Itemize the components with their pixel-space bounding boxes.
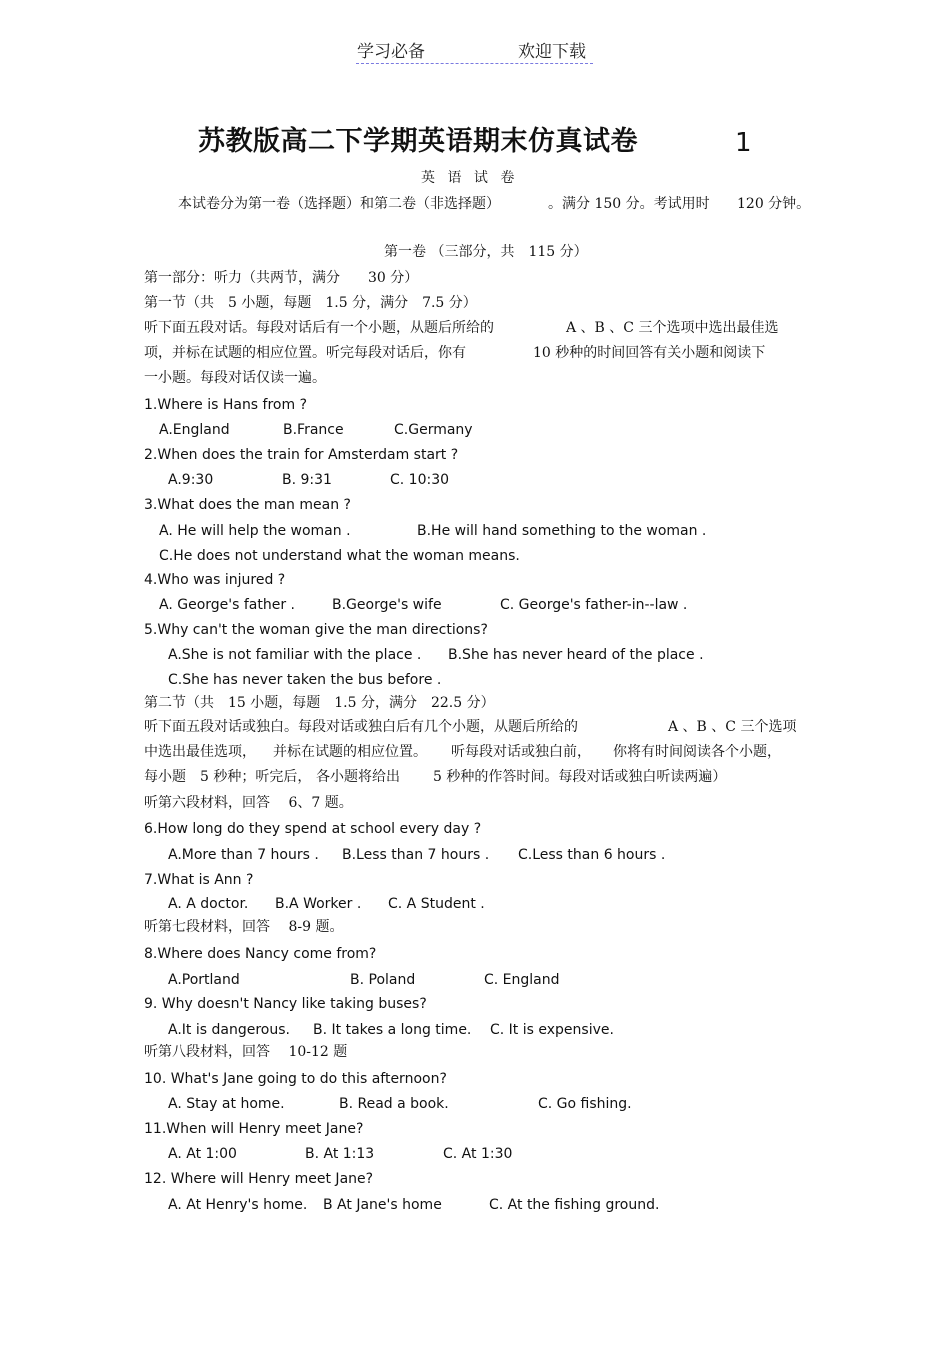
option-c: C. George's father-in--law .: [500, 597, 688, 613]
option-b: B. At 1:13: [305, 1146, 375, 1162]
option-a: A.9:30: [168, 472, 214, 488]
material-heading: 听第七段材料，回答 8-9 题。: [144, 919, 344, 935]
option-b: B.George's wife: [332, 597, 442, 613]
option-a: A. He will help the woman .: [159, 523, 351, 539]
option-b: B.She has never heard of the place .: [448, 647, 704, 663]
instruction-line: A 、B 、C 三个选项中选出最佳选: [566, 320, 779, 336]
option-b: B. 9:31: [282, 472, 332, 488]
material-heading: 听第六段材料，回答 6、7 题。: [144, 795, 353, 811]
section-heading: 第一节（共 5 小题，每题 1.5 分，满分 7.5 分）: [144, 295, 477, 311]
option-a: A.England: [159, 422, 230, 438]
header-right: 欢迎下载: [518, 42, 586, 62]
option-c: C. At the fishing ground.: [489, 1197, 660, 1213]
option-b: B.Less than 7 hours .: [342, 847, 490, 863]
header-divider: [356, 63, 593, 64]
option-c: C. Go fishing.: [538, 1096, 632, 1112]
instruction-line: 听下面五段对话或独白。每段对话或独白后有几个小题，从题后所给的: [144, 719, 578, 735]
intro-line: 。满分 150 分。考试用时: [548, 196, 710, 212]
instruction-line: A 、B 、C 三个选项: [668, 719, 797, 735]
option-c: C.He does not understand what the woman means.: [159, 548, 520, 564]
option-b: B. Read a book.: [339, 1096, 449, 1112]
option-a: A. A doctor.: [168, 896, 249, 912]
option-a: A.It is dangerous.: [168, 1022, 290, 1038]
instruction-line: 中选出最佳选项，: [144, 744, 256, 760]
page-title-number: 1: [735, 128, 752, 158]
option-c: C. It is expensive.: [490, 1022, 614, 1038]
option-b: B.A Worker .: [275, 896, 362, 912]
part-heading: 第一部分：听力（共两节，满分 30 分）: [144, 270, 419, 286]
instruction-line: 各小题将给出: [316, 769, 400, 785]
question-stem: 12. Where will Henry meet Jane?: [144, 1171, 374, 1187]
option-b: B.France: [283, 422, 344, 438]
question-stem: 5.Why can't the woman give the man directions?: [144, 622, 488, 638]
page-title: 苏教版高二下学期英语期末仿真试卷: [198, 126, 638, 157]
option-a: A. George's father .: [159, 597, 296, 613]
option-c: C. 10:30: [390, 472, 450, 488]
option-c: C. A Student .: [388, 896, 485, 912]
option-c: C. At 1:30: [443, 1146, 513, 1162]
instruction-line: 5 秒种的作答时间。每段对话或独白听读两遍）: [433, 769, 727, 785]
option-b: B At Jane's home: [323, 1197, 442, 1213]
option-c: C.Less than 6 hours .: [518, 847, 666, 863]
question-stem: 8.Where does Nancy come from?: [144, 946, 377, 962]
option-a: A. At 1:00: [168, 1146, 237, 1162]
instruction-line: 每小题 5 秒种；听完后，: [144, 769, 312, 785]
question-stem: 2.When does the train for Amsterdam start ?: [144, 447, 459, 463]
option-b: B. Poland: [350, 972, 416, 988]
question-stem: 6.How long do they spend at school every day ?: [144, 821, 482, 837]
question-stem: 9. Why doesn't Nancy like taking buses?: [144, 996, 427, 1012]
instruction-line: 10 秒种的时间回答有关小题和阅读下: [533, 345, 766, 361]
option-c: C. England: [484, 972, 560, 988]
question-stem: 10. What's Jane going to do this afternoon?: [144, 1071, 447, 1087]
volume-heading: 第一卷 （三部分，共 115 分）: [384, 244, 588, 260]
section-heading: 第二节（共 15 小题，每题 1.5 分，满分 22.5 分）: [144, 695, 495, 711]
question-stem: 4.Who was injured ?: [144, 572, 286, 588]
question-stem: 3.What does the man mean ?: [144, 497, 351, 513]
instruction-line: 听每段对话或独白前，: [451, 744, 591, 760]
instruction-line: 项，并标在试题的相应位置。听完每段对话后，你有: [144, 345, 466, 361]
question-stem: 1.Where is Hans from ?: [144, 397, 308, 413]
header-left: 学习必备: [357, 42, 425, 62]
option-a: A.She is not familiar with the place .: [168, 647, 422, 663]
option-b: B. It takes a long time.: [313, 1022, 472, 1038]
question-stem: 7.What is Ann ?: [144, 872, 254, 888]
intro-line: 120 分钟。: [737, 196, 811, 212]
option-a: A. Stay at home.: [168, 1096, 285, 1112]
option-a: A. At Henry's home.: [168, 1197, 308, 1213]
instruction-line: 一小题。每段对话仅读一遍。: [144, 370, 326, 386]
option-b: B.He will hand something to the woman .: [417, 523, 707, 539]
option-c: C.Germany: [394, 422, 473, 438]
instruction-line: 你将有时间阅读各个小题，: [613, 744, 781, 760]
subtitle: 英 语 试 卷: [421, 170, 515, 186]
option-a: A.More than 7 hours .: [168, 847, 319, 863]
material-heading: 听第八段材料，回答 10-12 题: [144, 1044, 348, 1060]
instruction-line: 并标在试题的相应位置。: [273, 744, 427, 760]
question-stem: 11.When will Henry meet Jane?: [144, 1121, 364, 1137]
intro-line: 本试卷分为第一卷（选择题）和第二卷（非选择题）: [178, 196, 500, 212]
instruction-line: 听下面五段对话。每段对话后有一个小题，从题后所给的: [144, 320, 494, 336]
option-a: A.Portland: [168, 972, 240, 988]
option-c: C.She has never taken the bus before .: [168, 672, 442, 688]
